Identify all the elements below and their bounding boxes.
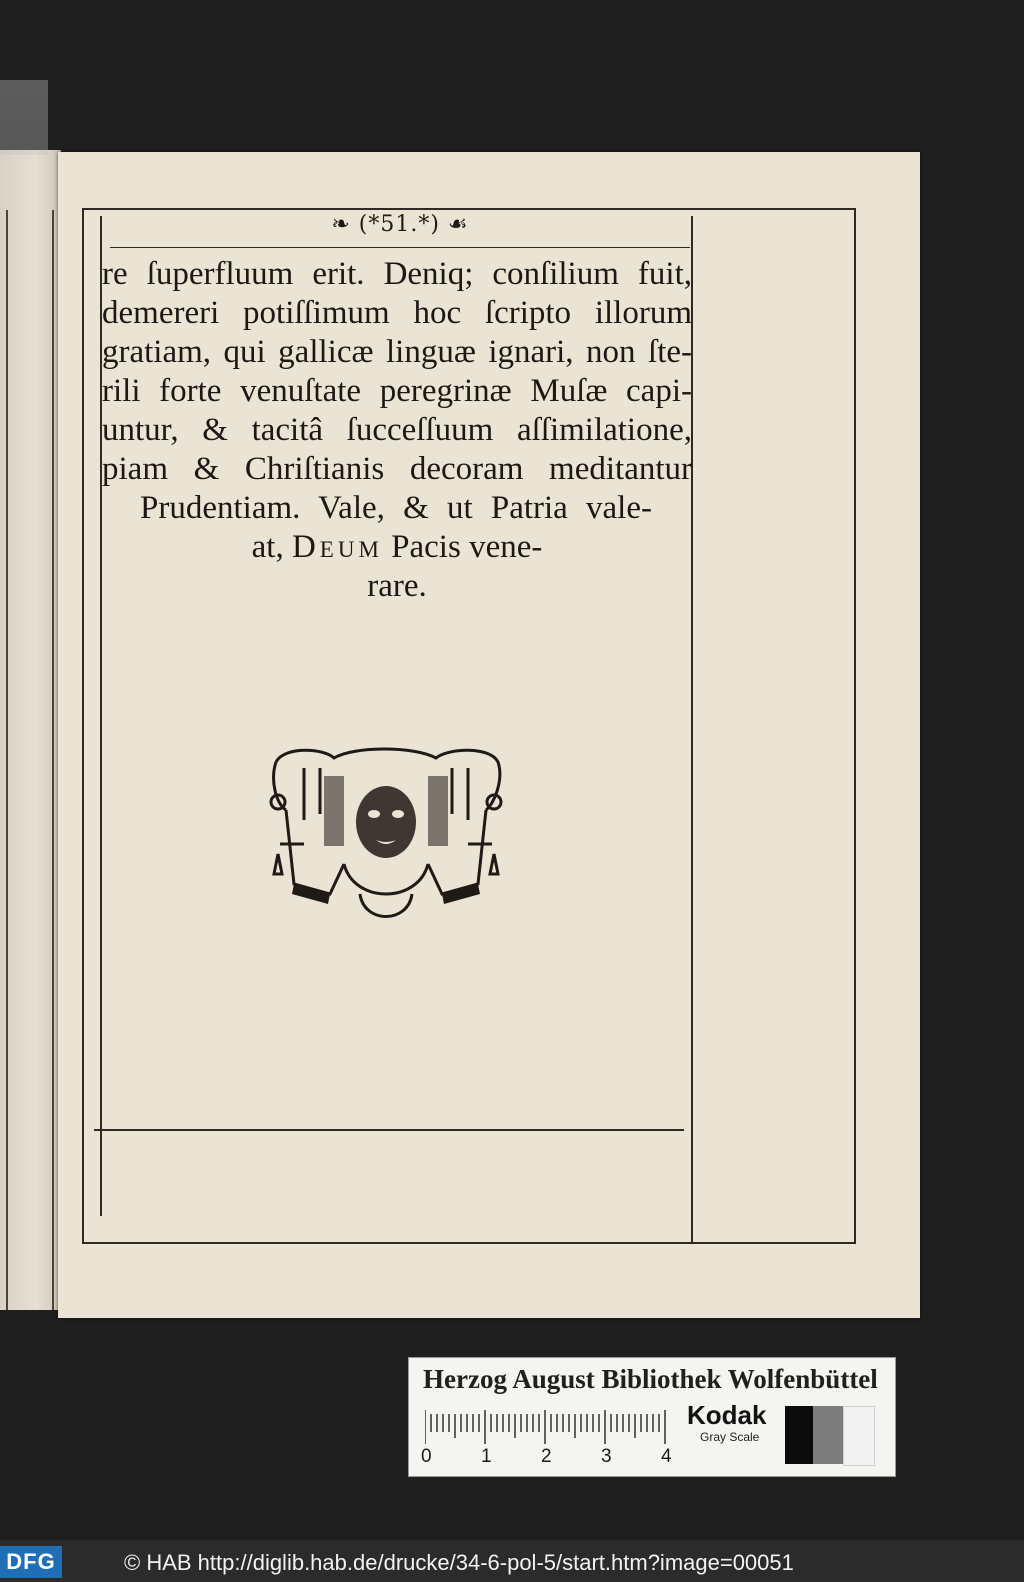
scan-shadow [0, 80, 48, 155]
text-line: re ſuperfluum erit. Deniq; conſilium fuit, [102, 256, 692, 292]
ruler-labels [421, 1446, 681, 1470]
body-text [102, 255, 692, 606]
header-ornament-right-icon: ☙ [447, 212, 469, 237]
ruler-label: 1 [481, 1446, 492, 1467]
ruler-label: 2 [541, 1446, 552, 1467]
bottom-rule [94, 1129, 684, 1131]
ruler-label: 3 [601, 1446, 612, 1467]
color-target-card [408, 1357, 896, 1477]
footer-bar [0, 1540, 1024, 1582]
text-line: rare. [367, 568, 427, 604]
text-line: demereri potiſſimum hoc ſcripto illorum [102, 295, 692, 331]
black-swatch [785, 1406, 813, 1464]
dfg-logo[interactable]: DFG [0, 1546, 62, 1578]
page-number: (*51.*) [358, 212, 440, 237]
library-name: Herzog August Bibliothek Wolfenbüttel [423, 1364, 878, 1394]
gray-swatch [813, 1406, 843, 1464]
gray-scale-label: Gray Scale [700, 1430, 760, 1444]
facing-page-edge [0, 150, 61, 1310]
kodak-brand: Kodak [687, 1400, 767, 1430]
text-line: untur, & tacitâ ſucceſſuum aſſimilatione, [102, 412, 692, 448]
book-page [58, 152, 920, 1318]
ruler-label: 4 [661, 1446, 672, 1467]
text-line: Prudentiam. Vale, & ut Patria vale- [140, 490, 652, 526]
text-fragment-smallcaps: Deum [291, 529, 383, 565]
header-rule [110, 247, 690, 248]
text-fragment: Pacis vene- [391, 529, 543, 565]
text-line [102, 528, 692, 567]
text-line: rili forte venuſtate peregrinæ Muſæ capi- [102, 373, 692, 409]
text-line: piam & Chriſtianis decoram meditantur [102, 451, 692, 487]
text-fragment: at, [251, 529, 284, 565]
facing-page-rule [52, 210, 54, 1310]
copyright-link[interactable]: © HAB http://diglib.hab.de/drucke/34-6-pol-5/start.htm?image=00051 [124, 1550, 794, 1575]
ruler-label: 0 [421, 1446, 432, 1467]
text-line: gratiam, qui gallicæ linguæ ignari, non ſte- [102, 334, 692, 370]
facing-page-rule [6, 210, 8, 1310]
woodcut-mask-ornament-icon [264, 744, 508, 934]
header-ornament-left-icon: ❧ [331, 212, 351, 237]
page-number-header [110, 212, 690, 237]
white-swatch [843, 1406, 875, 1466]
ruler-scale-icon [425, 1410, 671, 1450]
